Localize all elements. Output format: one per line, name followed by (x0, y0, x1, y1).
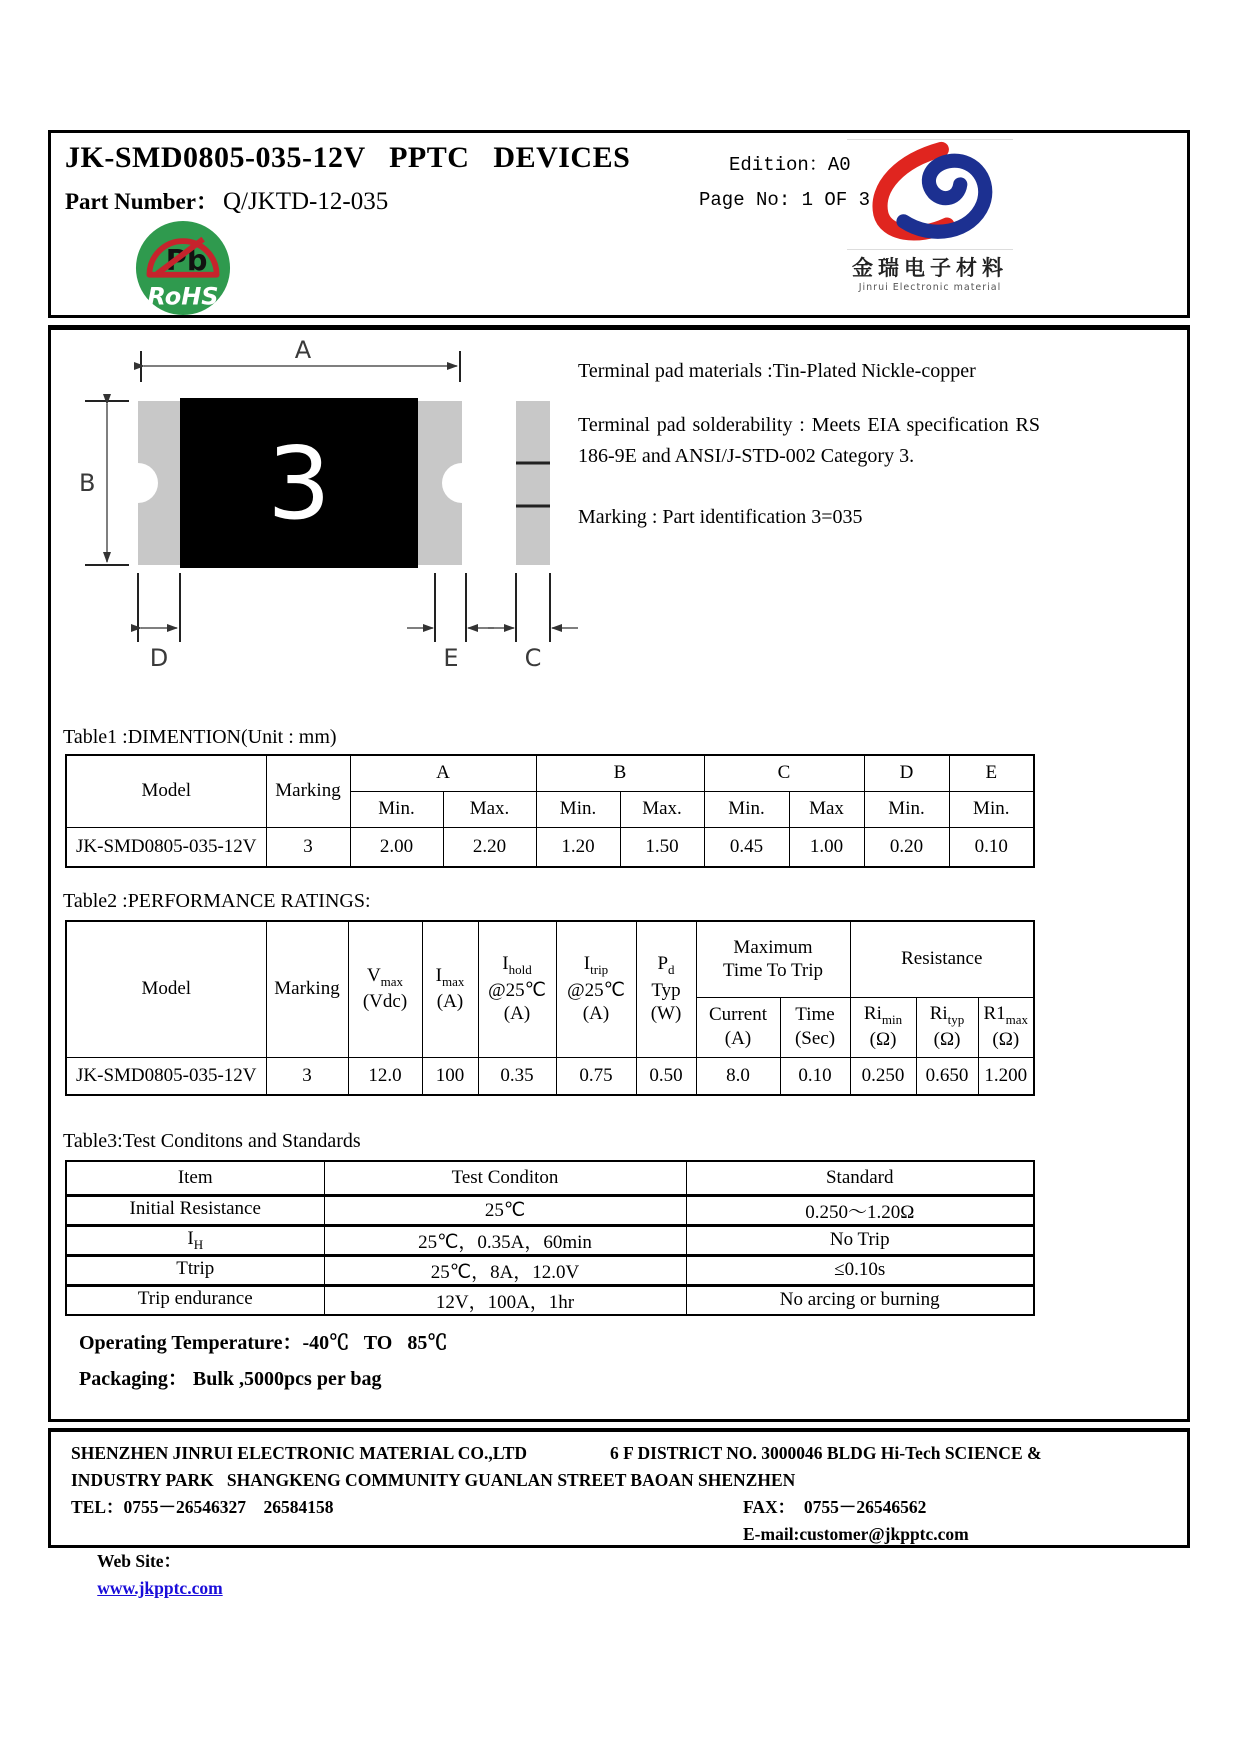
t3-cell-condition: 25℃，8A，12.0V (324, 1255, 686, 1285)
marking-note: Marking : Part identification 3=035 (578, 506, 863, 528)
t1-subheader: Min. (704, 791, 789, 827)
t3-header-condition: Test Conditon (324, 1161, 686, 1195)
t2-cell-model: JK-SMD0805-035-12V (66, 1057, 266, 1095)
operating-temperature-line: Operating Temperature：-40℃ TO 85℃ (79, 1332, 448, 1354)
t2-header-ihold: $I_{hold}$ @25℃ (A) (478, 921, 556, 1057)
t2-header-max-time-to-trip: Maximum Time To Trip (696, 921, 850, 997)
header-section (48, 130, 1190, 318)
table-row (66, 1225, 1034, 1255)
pad-materials-note: Terminal pad materials :Tin-Plated Nickle-copper (578, 360, 976, 382)
solderability-note: Terminal pad solderability : Meets EIA specification RS 186-9E and ANSI/J-STD-002 Category 3. (578, 414, 1040, 467)
table3-caption: Table3:Test Conditons and Standards (63, 1130, 361, 1152)
packaging-line: Packaging： Bulk ,5000pcs per bag (79, 1368, 382, 1390)
t1-cell: 2.20 (443, 827, 536, 867)
performance-table (65, 920, 1035, 1096)
part-number-value: Q/JKTD-12-035 (222, 188, 389, 215)
table-row (66, 755, 1034, 791)
t1-subheader: Max. (443, 791, 536, 827)
t1-cell: 0.20 (864, 827, 949, 867)
t2-header-imax: $I_{max}$ (A) (422, 921, 478, 1057)
jr-logo-icon (850, 140, 1010, 244)
t1-cell: 0.10 (949, 827, 1034, 867)
t1-subheader: Min. (864, 791, 949, 827)
t1-cell: 2.00 (350, 827, 443, 867)
right-pad-notch (442, 463, 482, 503)
t1-cell: 1.20 (536, 827, 620, 867)
t3-cell-standard: ≤0.10s (686, 1255, 1034, 1285)
fax-number: FAX： 0755－26546562 (743, 1497, 927, 1517)
page-title: JK-SMD0805-035-12V PPTC DEVICES (65, 141, 631, 174)
t1-cell-model: JK-SMD0805-035-12V (66, 827, 266, 867)
t3-cell-item: Trip endurance (66, 1285, 324, 1315)
t2-cell: 0.50 (636, 1057, 696, 1095)
t1-header-a: A (350, 755, 536, 791)
t1-cell: 1.00 (789, 827, 864, 867)
page-number-text: Page No: 1 OF 3 (699, 189, 871, 211)
t2-cell: 0.650 (916, 1057, 978, 1095)
footer-row-3 (71, 1494, 1167, 1521)
email-address: E-mail:customer@jkpptc.com (743, 1524, 969, 1544)
table-row (66, 1255, 1034, 1285)
t2-cell: 8.0 (696, 1057, 780, 1095)
website-label: Web Site： (96, 1551, 182, 1571)
rohs-logo (135, 220, 231, 316)
t1-subheader: Min. (949, 791, 1034, 827)
rohs-pbfree-icon (135, 220, 231, 316)
test-conditions-table (65, 1160, 1035, 1316)
t1-header-e: E (949, 755, 1034, 791)
t1-subheader: Min. (536, 791, 620, 827)
t2-cell: 0.75 (556, 1057, 636, 1095)
footer-section (48, 1428, 1190, 1598)
t2-cell: 1.200 (978, 1057, 1034, 1095)
company-logo (847, 139, 1013, 293)
t1-header-d: D (864, 755, 949, 791)
dimension-label-e: E (443, 644, 459, 670)
component-marking-text: 3 (267, 425, 331, 542)
t1-cell-marking: 3 (266, 827, 350, 867)
t2-header-model: Model (66, 921, 266, 1057)
t2-header-pd: $P_d$ Typ (W) (636, 921, 696, 1057)
t1-subheader: Min. (350, 791, 443, 827)
dimension-label-a: A (294, 340, 312, 364)
t3-cell-item: Ttrip (66, 1255, 324, 1285)
t3-cell-standard: No arcing or burning (686, 1285, 1034, 1315)
table-row (66, 921, 1034, 997)
t1-header-b: B (536, 755, 704, 791)
t2-cell: 100 (422, 1057, 478, 1095)
table2-caption: Table2 :PERFORMANCE RATINGS: (63, 890, 371, 912)
website-line (71, 1521, 743, 1629)
part-number-label: Part Number： (65, 189, 219, 214)
edition-text: Edition：A0 (729, 154, 851, 176)
t3-header-standard: Standard (686, 1161, 1034, 1195)
t2-subheader-rityp: $Ri_{typ}$ (Ω) (916, 997, 978, 1057)
telephone-numbers: TEL：0755－26546327 26584158 (71, 1497, 334, 1517)
dimension-label-d: D (149, 644, 169, 670)
t3-cell-condition: 25℃，0.35A，60min (324, 1225, 686, 1255)
footer-row-4 (71, 1521, 1167, 1629)
t1-subheader: Max (789, 791, 864, 827)
address-line-1: 6 F DISTRICT NO. 3000046 BLDG Hi-Tech SCIENCE & (610, 1443, 1042, 1463)
component-drawing (71, 340, 611, 670)
t2-header-resistance: Resistance (850, 921, 1034, 997)
t1-header-c: C (704, 755, 864, 791)
t1-header-marking: Marking (266, 755, 350, 827)
t1-cell: 0.45 (704, 827, 789, 867)
table-row (66, 1195, 1034, 1225)
t2-header-vmax: $V_{max}$ (Vdc) (348, 921, 422, 1057)
table-row (66, 827, 1034, 867)
t2-cell: 0.250 (850, 1057, 916, 1095)
side-view-bar (516, 401, 550, 565)
t2-subheader-current: Current (A) (696, 997, 780, 1057)
t2-subheader-r1max: $R1_{max}$ (Ω) (978, 997, 1034, 1057)
footer-row-2 (71, 1467, 1167, 1494)
t1-header-model: Model (66, 755, 266, 827)
website-link[interactable]: www.jkpptc.com (97, 1578, 223, 1598)
pb-text: Pb (165, 242, 208, 277)
footer-row-1 (71, 1440, 1167, 1467)
t2-cell: 0.10 (780, 1057, 850, 1095)
dimension-label-c: C (524, 644, 542, 670)
t1-cell: 1.50 (620, 827, 704, 867)
table-row (66, 1057, 1034, 1095)
t2-cell: 12.0 (348, 1057, 422, 1095)
t3-header-item: Item (66, 1161, 324, 1195)
main-section (48, 325, 1190, 1422)
t2-cell: 0.35 (478, 1057, 556, 1095)
t3-cell-standard: No Trip (686, 1225, 1034, 1255)
logo-chinese-name: 金瑞电子材料 (847, 249, 1013, 282)
t3-cell-item: $I_H$ (66, 1225, 324, 1255)
dimension-table (65, 754, 1035, 868)
part-number-line (65, 183, 388, 216)
t2-subheader-rimin: $Ri_{min}$ (Ω) (850, 997, 916, 1057)
logo-english-name: Jinrui Electronic material (858, 282, 1002, 293)
table-row (66, 1161, 1034, 1195)
address-line-2: INDUSTRY PARK SHANGKENG COMMUNITY GUANLAN STREET BAOAN SHENZHEN (71, 1470, 796, 1490)
t3-cell-item: Initial Resistance (66, 1195, 324, 1225)
t2-subheader-time: Time (Sec) (780, 997, 850, 1057)
t2-cell: 3 (266, 1057, 348, 1095)
left-pad-notch (118, 463, 158, 503)
t2-header-marking: Marking (266, 921, 348, 1057)
company-name: SHENZHEN JINRUI ELECTRONIC MATERIAL CO.,LTD (71, 1443, 528, 1463)
t1-subheader: Max. (620, 791, 704, 827)
t3-cell-condition: 12V，100A，1hr (324, 1285, 686, 1315)
t2-header-itrip: $I_{trip}$ @25℃ (A) (556, 921, 636, 1057)
t3-cell-standard: 0.250～1.20Ω (686, 1195, 1034, 1225)
table1-caption: Table1 :DIMENTION(Unit : mm) (63, 726, 337, 748)
table-row (66, 1285, 1034, 1315)
dimension-label-b: B (79, 469, 96, 497)
rohs-text: RoHS (147, 282, 219, 311)
t3-cell-condition: 25℃ (324, 1195, 686, 1225)
